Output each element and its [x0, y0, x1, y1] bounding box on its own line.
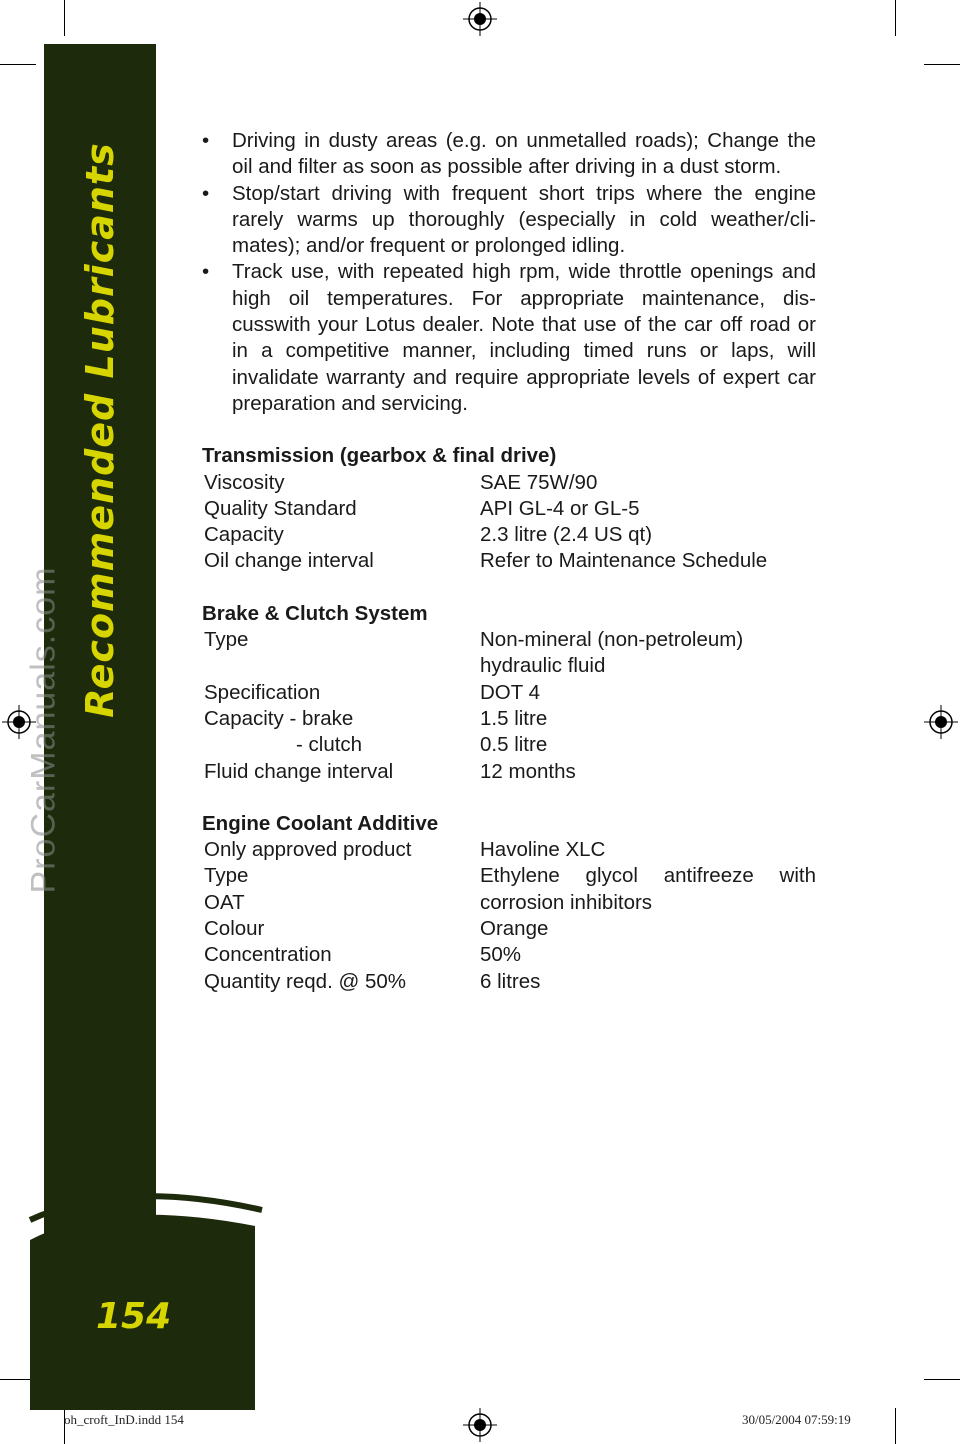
crop-mark	[924, 64, 960, 65]
page-number: 154	[96, 1296, 172, 1337]
spec-row: Concentration 50%	[204, 943, 522, 967]
spec-row: Quantity reqd. @ 50% 6 litres	[204, 969, 541, 993]
spec-row: Only approved product Havoline XLC	[204, 838, 606, 862]
page-content	[196, 128, 816, 995]
spec-row: Quality Standard API GL-4 or GL-5	[204, 496, 640, 520]
spec-row: OAT corrosion inhibitors	[204, 890, 653, 914]
list-item: • Track use, with repeated high rpm, wide throttle openings and high oil temperatures. For appropriate maintenance, dis-cusswith your Lotus dealer. Note that use of the car off road or in a competitive manner, including timed runs or laps, will invalidate warranty and require appropriate levels of expert car preparation and servicing.	[202, 260, 816, 415]
footer-timestamp: 30/05/2004 07:59:19	[742, 1412, 851, 1427]
crop-mark	[895, 1408, 896, 1444]
coolant-section	[196, 811, 816, 995]
spec-row: Specification DOT 4	[204, 680, 540, 704]
registration-mark-icon	[463, 2, 497, 36]
brake-clutch-section	[196, 601, 816, 785]
section-heading: Brake & Clutch System	[202, 601, 428, 625]
crop-mark	[0, 64, 36, 65]
spec-row: Type Non-mineral (non-petroleum)	[204, 628, 744, 652]
registration-mark-icon	[463, 1408, 497, 1442]
spec-row: Viscosity SAE 75W/90	[204, 470, 598, 494]
section-side-title: Recommended Lubricants	[78, 142, 122, 718]
footer-filename: oh_croft_InD.indd 154	[64, 1412, 184, 1427]
section-heading: Transmission (gearbox & final drive)	[202, 444, 557, 468]
watermark: ProCarManuals.com	[24, 566, 63, 894]
registration-mark-icon	[924, 705, 958, 739]
crop-mark	[64, 0, 65, 36]
spec-row: Capacity 2.3 litre (2.4 US qt)	[204, 523, 653, 547]
spec-row: Type Ethylene glycol antifreeze with	[204, 864, 816, 888]
spec-row: Oil change interval Refer to Maintenance Schedule	[204, 549, 768, 573]
list-item: • Stop/start driving with frequent short trips where the engine rarely warms up thoroughly (especially in cold weather/cli-mates); and/or frequent or prolonged idling.	[202, 181, 816, 258]
spec-row: hydraulic fluid	[480, 654, 606, 678]
transmission-section	[196, 443, 816, 574]
page-tab-shape	[0, 1180, 300, 1410]
spec-row: Colour Orange	[204, 917, 549, 941]
section-heading: Engine Coolant Additive	[202, 811, 439, 835]
spec-row: - clutch 0.5 litre	[296, 733, 548, 757]
crop-mark	[924, 1379, 960, 1380]
list-item: • Driving in dusty areas (e.g. on unmetalled roads); Change the oil and filter as soon as possible after driving in a dust storm.	[202, 129, 816, 179]
crop-mark	[895, 0, 896, 36]
bullet-list	[196, 128, 816, 417]
spec-row: Fluid change interval 12 months	[204, 759, 576, 783]
spec-row: Capacity - brake 1.5 litre	[204, 706, 548, 730]
